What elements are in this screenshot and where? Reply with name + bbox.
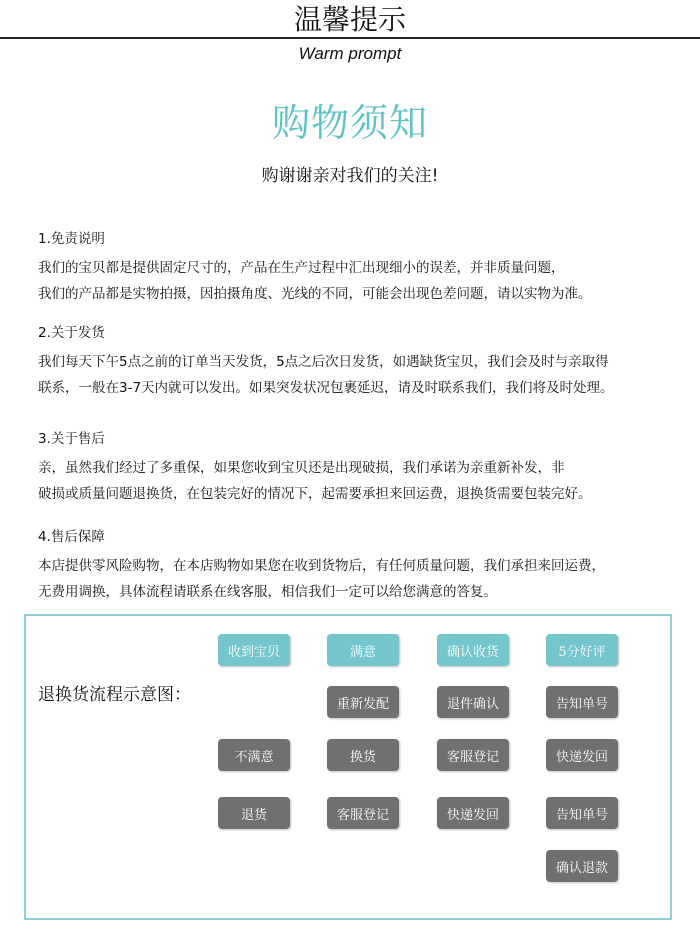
section-text-line: 我们每天下午5点之前的订单当天发货，5点之后次日发货，如遇缺货宝贝，我们会及时与亲取得 — [38, 354, 609, 370]
section-text-line: 我们的产品都是实物拍摄，因拍摄角度、光线的不同，可能会出现色差问题，请以实物为准。 — [38, 286, 592, 302]
section-text-line: 破损或质量问题退换货，在包装完好的情况下，起需要承担来回运费，退换货需要包装完好。 — [38, 486, 592, 502]
section-text-line: 亲，虽然我们经过了多重保，如果您收到宝贝还是出现破损，我们承诺为亲重新补发，非 — [38, 460, 565, 476]
section-guarantee — [38, 527, 678, 605]
section-title: 3.关于售后 — [38, 431, 105, 447]
return-flow-label: 退换货流程示意图： — [38, 685, 191, 705]
section-text-line: 本店提供零风险购物，在本店购物如果您在收到货物后，有任何质量问题，我们承担来回运费， — [38, 558, 605, 574]
section-shipping — [38, 323, 678, 401]
flow-step-five-star-review: 5分好评 — [546, 634, 618, 666]
page-subtitle: 购谢谢亲对我们的关注! — [261, 166, 439, 186]
flow-step-confirm-refund: 确认退款 — [546, 850, 618, 882]
section-text-line: 联系，一般在3-7天内就可以发出。如果突发状况包裹延迟，请及时联系我们，我们将及时处理。 — [38, 380, 614, 396]
flow-step-service-register: 客服登记 — [437, 739, 509, 771]
section-after-sales — [38, 429, 678, 507]
section-text-line: 我们的宝贝都是提供固定尺寸的，产品在生产过程中汇出现细小的误差，并非质量问题， — [38, 260, 565, 276]
header-title: 温馨提示 — [293, 3, 406, 36]
flow-step-unsatisfied: 不满意 — [218, 739, 290, 771]
flow-step-return-confirm: 退件确认 — [437, 686, 509, 718]
flow-step-tracking-number: 告知单号 — [546, 797, 618, 829]
page-title: 购物须知 — [271, 101, 428, 145]
flow-step-confirm-receipt: 确认收货 — [437, 634, 509, 666]
flow-step-reship: 重新发配 — [327, 686, 399, 718]
section-text-line: 无费用调换，具体流程请联系在线客服，相信我们一定可以给您满意的答复。 — [38, 584, 497, 600]
flow-step-ship-back: 快递发回 — [546, 739, 618, 771]
flow-step-exchange: 换货 — [327, 739, 399, 771]
flow-step-satisfied: 满意 — [327, 634, 399, 666]
flow-step-receive-item: 收到宝贝 — [218, 634, 290, 666]
flow-step-service-register: 客服登记 — [327, 797, 399, 829]
flow-step-tracking-number: 告知单号 — [546, 686, 618, 718]
section-title: 4.售后保障 — [38, 529, 105, 545]
section-title: 1.免责说明 — [38, 231, 105, 247]
section-title: 2.关于发货 — [38, 325, 105, 341]
header-subtitle: Warm prompt — [298, 44, 402, 63]
flow-step-ship-back: 快递发回 — [437, 797, 509, 829]
flow-step-return: 退货 — [218, 797, 290, 829]
section-disclaimer — [38, 229, 678, 307]
header-divider — [0, 37, 700, 39]
